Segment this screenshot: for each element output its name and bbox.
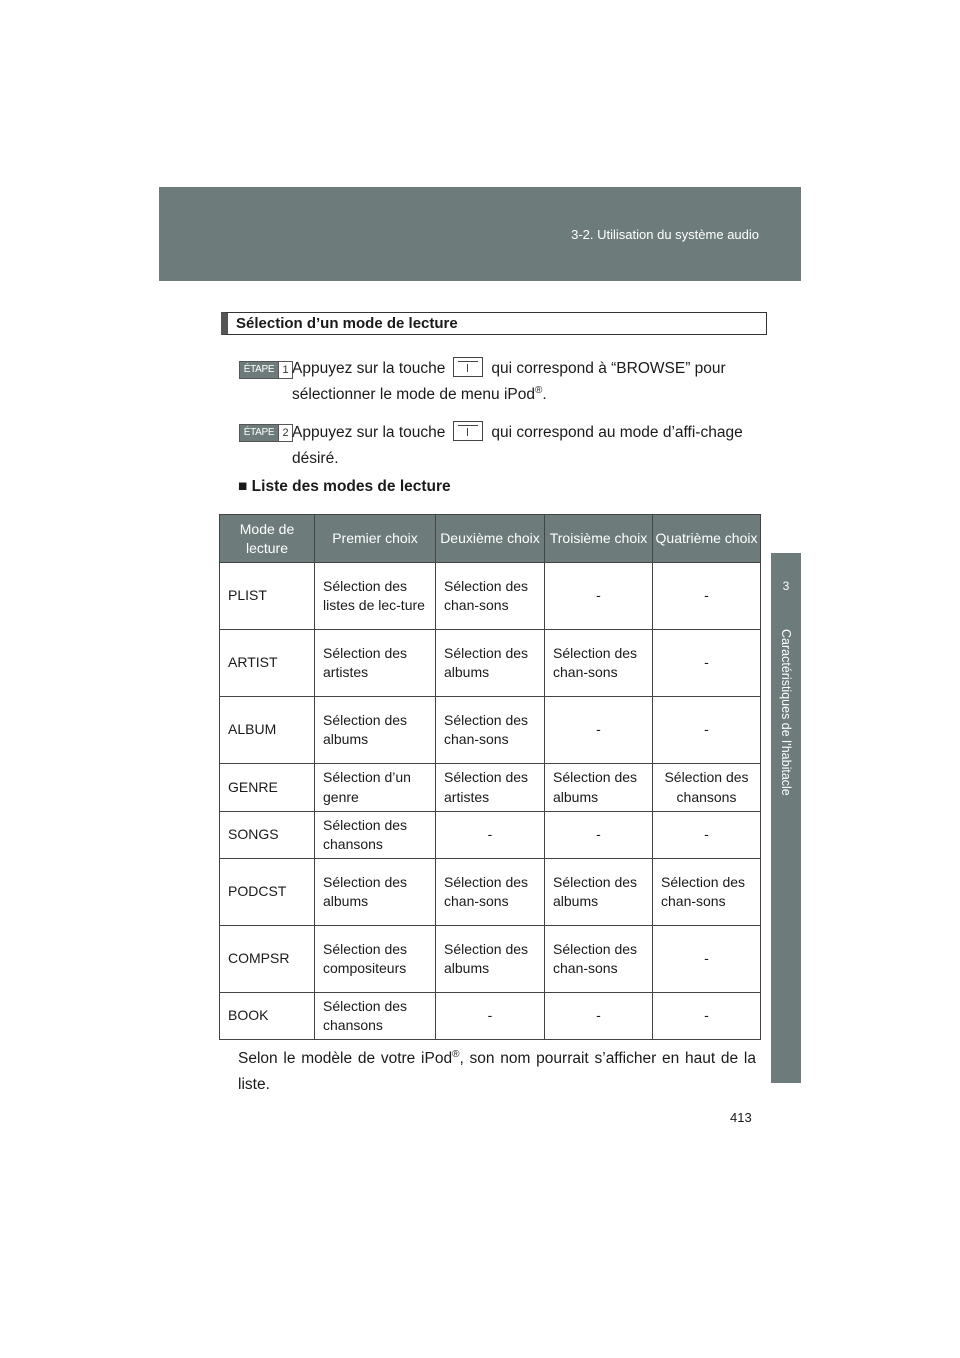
preset-button-icon bbox=[453, 421, 483, 441]
column-header: Troisième choix bbox=[545, 515, 653, 563]
step-label: ÉTAPE bbox=[243, 427, 275, 438]
page-number: 413 bbox=[730, 1110, 752, 1125]
table-cell: ALBUM bbox=[220, 697, 315, 764]
table-cell: Sélection des albums bbox=[545, 859, 653, 926]
table-header-row bbox=[220, 515, 761, 563]
step-2-text-a: Appuyez sur la touche bbox=[292, 424, 446, 441]
table-cell: Sélection des artistes bbox=[315, 630, 436, 697]
step-badge-1 bbox=[239, 361, 293, 379]
table-cell: - bbox=[436, 993, 545, 1040]
table-row bbox=[220, 993, 761, 1040]
table-cell: Sélection des albums bbox=[436, 926, 545, 993]
table-cell: Sélection des chan-sons bbox=[545, 630, 653, 697]
table-cell: Sélection des chansons bbox=[653, 764, 761, 812]
table-cell: - bbox=[653, 993, 761, 1040]
section-title: Sélection d’un mode de lecture bbox=[221, 312, 767, 335]
table-cell: Sélection des compositeurs bbox=[315, 926, 436, 993]
table-row bbox=[220, 812, 761, 859]
step-number: 2 bbox=[278, 425, 292, 441]
table-cell: - bbox=[653, 630, 761, 697]
table-row bbox=[220, 926, 761, 993]
table-cell: PODCST bbox=[220, 859, 315, 926]
column-header: Deuxième choix bbox=[436, 515, 545, 563]
table-cell: Sélection des albums bbox=[315, 859, 436, 926]
preset-button-icon bbox=[453, 357, 483, 377]
table-cell: COMPSR bbox=[220, 926, 315, 993]
registered-mark: ® bbox=[452, 1048, 460, 1060]
note-text-b: , son nom pourrait s’afficher en haut de la liste. bbox=[238, 1050, 756, 1093]
table-cell: - bbox=[545, 697, 653, 764]
table-row bbox=[220, 563, 761, 630]
playback-modes-table bbox=[219, 514, 761, 1040]
step-label: ÉTAPE bbox=[243, 364, 275, 375]
note-paragraph bbox=[238, 1046, 756, 1098]
table-cell: Sélection des chan-sons bbox=[436, 697, 545, 764]
table-cell: Sélection des chan-sons bbox=[653, 859, 761, 926]
table-cell: PLIST bbox=[220, 563, 315, 630]
column-header: Quatrième choix bbox=[653, 515, 761, 563]
table-cell: Sélection des albums bbox=[315, 697, 436, 764]
chapter-side-tab bbox=[771, 553, 801, 1083]
list-heading: ■ Liste des modes de lecture bbox=[238, 478, 451, 495]
step-2-text bbox=[292, 420, 755, 472]
table-row bbox=[220, 697, 761, 764]
table-cell: - bbox=[545, 812, 653, 859]
table-cell: Sélection des listes de lec-ture bbox=[315, 563, 436, 630]
table-cell: - bbox=[653, 563, 761, 630]
note-text-a: Selon le modèle de votre iPod bbox=[238, 1050, 453, 1067]
table-row bbox=[220, 859, 761, 926]
table-cell: - bbox=[653, 812, 761, 859]
table-cell: ARTIST bbox=[220, 630, 315, 697]
step-1-text-b: qui correspond à “BROWSE” pour sélectionner le mode de menu iPod bbox=[292, 360, 726, 403]
step-number: 1 bbox=[278, 362, 292, 378]
table-cell: Sélection des chan-sons bbox=[436, 563, 545, 630]
registered-mark: ® bbox=[534, 384, 543, 396]
table-cell: - bbox=[436, 812, 545, 859]
table-cell: Sélection des albums bbox=[545, 764, 653, 812]
header-band bbox=[159, 187, 801, 281]
table-row bbox=[220, 764, 761, 812]
table-cell: Sélection des chan-sons bbox=[436, 859, 545, 926]
table-cell: - bbox=[653, 926, 761, 993]
column-header: Premier choix bbox=[315, 515, 436, 563]
step-1-text-a: Appuyez sur la touche bbox=[292, 360, 446, 377]
table-cell: Sélection des chan-sons bbox=[545, 926, 653, 993]
table-cell: Sélection des chansons bbox=[315, 812, 436, 859]
table-cell: - bbox=[653, 697, 761, 764]
chapter-label: Caractéristiques de l’habitacle bbox=[779, 629, 793, 796]
table-cell: SONGS bbox=[220, 812, 315, 859]
table-cell: Sélection des artistes bbox=[436, 764, 545, 812]
table-cell: Sélection des chansons bbox=[315, 993, 436, 1040]
chapter-number: 3 bbox=[782, 579, 790, 593]
step-1-text-c: . bbox=[542, 386, 547, 403]
table-row bbox=[220, 630, 761, 697]
table-cell: Sélection d’un genre bbox=[315, 764, 436, 812]
step-1-text bbox=[292, 356, 755, 408]
column-header: Mode de lecture bbox=[220, 515, 315, 563]
section-breadcrumb: 3-2. Utilisation du système audio bbox=[571, 227, 759, 242]
table-cell: GENRE bbox=[220, 764, 315, 812]
table-cell: Sélection des albums bbox=[436, 630, 545, 697]
table-cell: BOOK bbox=[220, 993, 315, 1040]
table-cell: - bbox=[545, 563, 653, 630]
step-2-text-b: qui correspond au mode d’affi-chage désiré. bbox=[292, 424, 743, 467]
step-badge-2 bbox=[239, 424, 293, 442]
table-cell: - bbox=[545, 993, 653, 1040]
